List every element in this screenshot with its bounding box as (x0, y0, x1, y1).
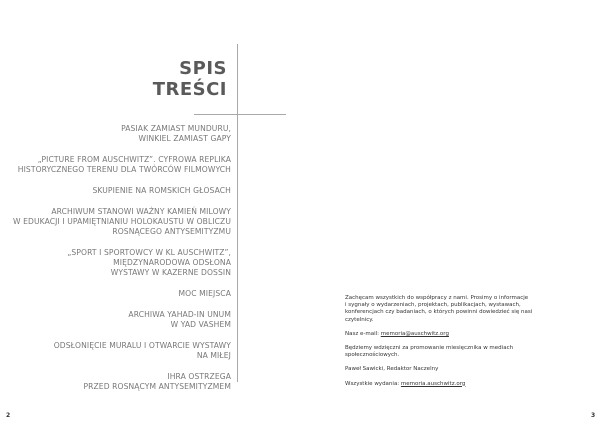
toc-item[interactable] (1, 341, 231, 361)
toc-item[interactable] (1, 124, 231, 144)
toc-item[interactable] (1, 289, 231, 299)
toc-item-line: MIĘDZYNARODOWA ODSŁONA (113, 258, 231, 267)
toc-item-line: PASIAK ZAMIAST MUNDURU, (121, 124, 231, 133)
table-of-contents (1, 124, 231, 403)
vertical-divider (237, 44, 238, 382)
editions-link[interactable]: memoria.auschwitz.org (400, 380, 466, 387)
toc-item-line: HISTORYCZNEGO TERENU DLA TWÓRCÓW FILMOWYCH (17, 165, 231, 174)
email-link[interactable]: memoria@auschwitz.org (380, 330, 449, 337)
toc-item-line: SKUPIENIE NA ROMSKICH GŁOSACH (92, 186, 231, 195)
signature: Paweł Sawicki, Redaktor Naczelny (345, 366, 439, 373)
promo-paragraph (345, 345, 570, 359)
email-label: Nasz e-mail: (345, 330, 381, 337)
horizontal-divider (194, 114, 286, 115)
promo-line: społecznościowych. (345, 352, 400, 359)
toc-item-line: W EDUKACJI I UPAMIĘTNIANIU HOLOKAUSTU W OBLICZU (13, 217, 231, 226)
toc-item[interactable] (1, 207, 231, 237)
title-line-1: SPIS (179, 58, 227, 79)
intro-line: Zachęcam wszystkich do współpracy z nami. Prosimy o informacje (345, 295, 529, 301)
toc-item-line: MOC MIEJSCA (178, 289, 231, 298)
intro-line: i sygnały o wydarzeniach, projektach, publikacjach, wystawach, (345, 302, 521, 309)
intro-line: konferencjach czy badaniach, o których powinni dowiedzieć się nasi (345, 309, 533, 316)
intro-line: czytelnicy. (345, 316, 374, 323)
contact-note (345, 295, 570, 395)
signature-paragraph (345, 366, 570, 373)
page-number-left: 2 (6, 412, 11, 419)
toc-item-line: W YAD VASHEM (170, 320, 231, 329)
promo-line: Będziemy wdzięczni za promowanie miesięcznika w mediach (345, 345, 514, 352)
intro-paragraph (345, 295, 570, 324)
toc-item-line: PRZED ROSNĄCYM ANTYSEMITYZMEM (83, 382, 231, 391)
toc-item[interactable] (1, 372, 231, 392)
toc-item-line: „SPORT I SPORTOWCY W KL AUSCHWITZ”, (67, 248, 231, 257)
toc-item-line: WINKIEL ZAMIAST GAPY (138, 134, 231, 143)
toc-item-line: ODSŁONIĘCIE MURALU I OTWARCIE WYSTAWY (53, 341, 231, 350)
page-title (153, 58, 227, 100)
toc-item[interactable] (1, 155, 231, 175)
toc-item-line: ROSNĄCEGO ANTYSEMITYZMU (112, 227, 231, 236)
toc-item-line: „PICTURE FROM AUSCHWITZ”. CYFROWA REPLIKA (37, 155, 231, 164)
toc-item[interactable] (1, 248, 231, 278)
email-paragraph (345, 331, 570, 338)
toc-item-line: NA MIŁEJ (196, 351, 231, 360)
toc-item-line: IHRA OSTRZEGA (167, 372, 231, 381)
editions-paragraph (345, 381, 570, 388)
toc-item-line: WYSTAWY W KAZERNE DOSSIN (110, 268, 231, 277)
page-number-right: 3 (591, 412, 596, 419)
title-line-2: TREŚCI (152, 79, 227, 100)
toc-item[interactable] (1, 186, 231, 196)
editions-label: Wszystkie wydania: (345, 380, 401, 387)
toc-item[interactable] (1, 310, 231, 330)
toc-item-line: ARCHIWA YAHAD-IN UNUM (128, 310, 231, 319)
toc-item-line: ARCHIWUM STANOWI WAŻNY KAMIEŃ MILOWY (51, 207, 231, 216)
